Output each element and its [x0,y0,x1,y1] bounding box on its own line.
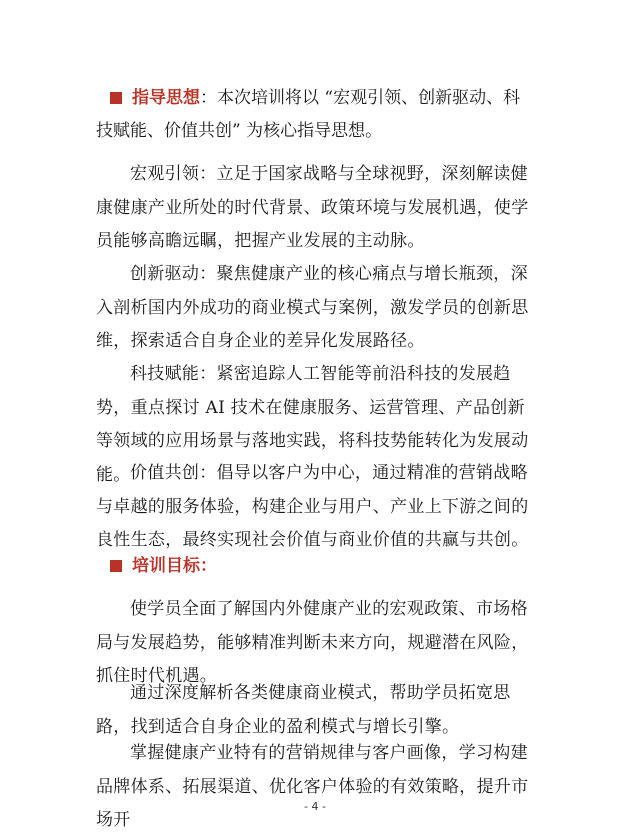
goal-paragraph-3 [96,737,538,838]
intro-text-line-1: ：本次培训将以 “宏观引领、创新驱动、科 [200,88,521,108]
paragraph-macro-guidance [96,158,538,259]
square-bullet-icon [110,560,122,572]
square-bullet-icon [110,92,122,104]
section-heading-guiding-ideology [96,82,538,116]
goal-paragraph-2 [96,677,538,744]
paragraph-text: 通过深度解析各类健康商业模式，帮助学员拓宽思路，找到适合自身企业的盈利模式与增长引擎。 [96,683,511,737]
intro-text-line-2: 技赋能、价值共创” 为核心指导思想。 [96,121,383,141]
section-heading-training-goals [96,550,538,584]
intro-text-continuation [96,115,538,149]
paragraph-innovation-driven [96,258,538,359]
paragraph-text: 使学员全面了解国内外健康产业的宏观政策、市场格局与发展趋势，能够精准判断未来方向，规避潜在风险，抓住时代机遇。 [96,599,529,686]
section-label: 培训目标： [132,556,217,576]
paragraph-text: 掌握健康产业特有的营销规律与客户画像，学习构建品牌体系、拓展渠道、优化客户体验的有效策略，提升市场开 [96,743,529,830]
paragraph-text: 科技赋能：紧密追踪人工智能等前沿科技的发展趋势，重点探讨 AI 技术在健康服务、运营管理、产品创新等领域的应用场景与落地实践，将科技势能转化为发展动能。 [96,364,529,485]
paragraph-text: 创新驱动：聚焦健康产业的核心痛点与增长瓶颈，深入剖析国内外成功的商业模式与案例，激发学员的创新思维，探索适合自身企业的差异化发展路径。 [96,264,529,351]
section-label: 指导思想 [132,88,200,108]
paragraph-text: 宏观引领：立足于国家战略与全球视野，深刻解读健康健康产业所处的时代背景、政策环境与发展机遇，使学员能够高瞻远瞩，把握产业发展的主动脉。 [96,164,529,251]
paragraph-text: 价值共创：倡导以客户为中心，通过精准的营销战略与卓越的服务体验，构建企业与用户、产业上下游之间的良性生态，最终实现社会价值与商业价值的共赢与共创。 [96,463,529,550]
page-number: - 4 - [304,800,326,813]
paragraph-value-co-creation [96,457,538,558]
